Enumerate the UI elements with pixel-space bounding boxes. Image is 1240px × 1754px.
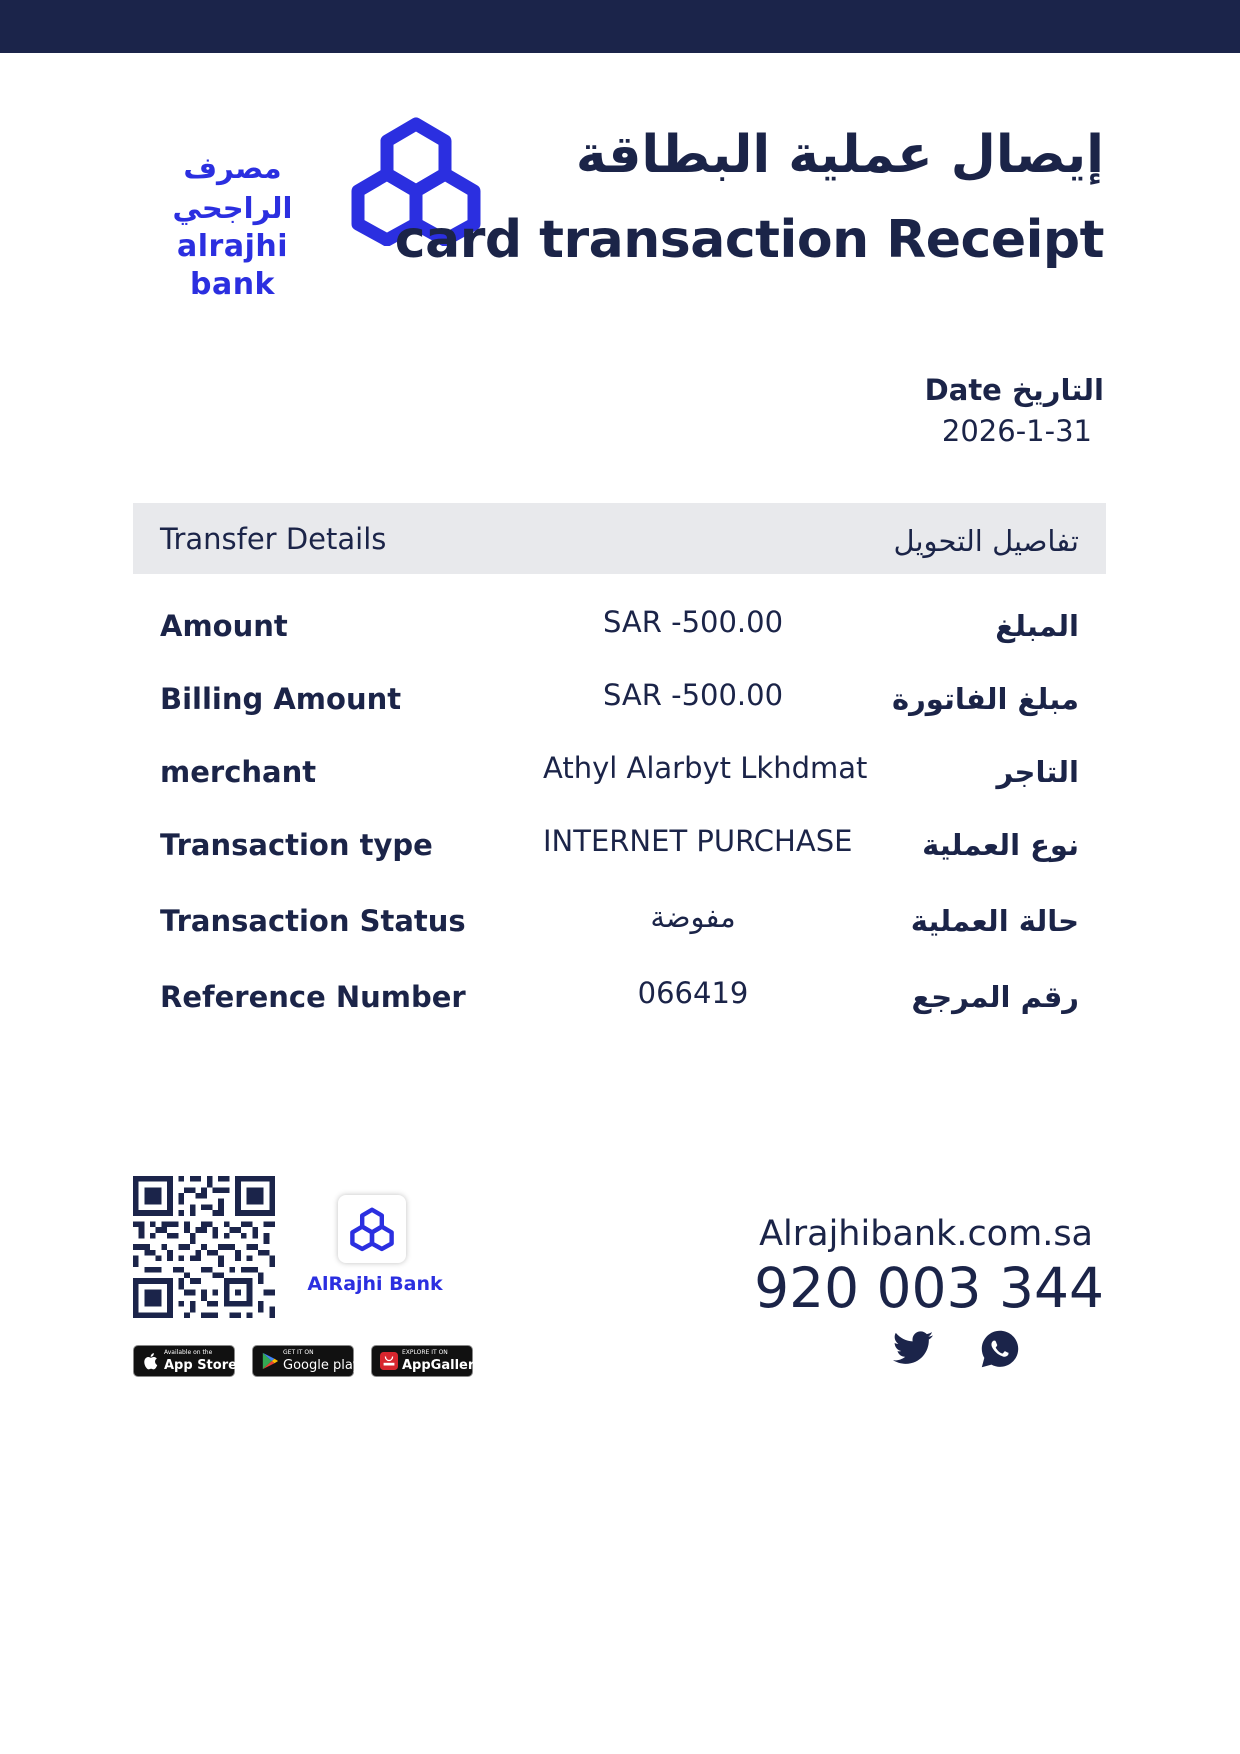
details-header-arabic: تفاصيل التحويل (893, 524, 1079, 558)
page-title: card transaction Receipt (394, 210, 1104, 270)
row-value: SAR -500.00 (602, 678, 784, 712)
row-label-english: Transaction type (160, 828, 433, 862)
app-store-badge[interactable] (133, 1345, 235, 1377)
badge-small-text: EXPLORE IT ON (402, 1349, 448, 1356)
google-play-badge[interactable] (252, 1345, 361, 1377)
bank-logo-text (130, 148, 335, 304)
row-reference-number (133, 971, 1106, 1021)
row-label-arabic: مبلغ الفاتورة (891, 682, 1079, 716)
row-label-arabic: المبلغ (995, 609, 1079, 643)
website-link[interactable]: Alrajhibank.com.sa (759, 1214, 1093, 1254)
row-label-arabic: التاجر (996, 755, 1079, 789)
date-label: Date التاريخ (924, 373, 1104, 407)
whatsapp-icon[interactable] (981, 1330, 1019, 1368)
title-arabic: إيصال عملية البطاقة (575, 125, 1104, 185)
google-play-icon (261, 1352, 279, 1370)
row-label-english: Transaction Status (160, 904, 466, 938)
bank-logo-icon (349, 1206, 395, 1252)
row-label-english: Reference Number (160, 980, 466, 1014)
app-gallery-badge[interactable] (371, 1345, 483, 1377)
row-merchant (133, 746, 1106, 796)
row-label-arabic: نوع العملية (922, 828, 1079, 862)
row-value: 066419 (637, 976, 749, 1010)
row-label-english: Amount (160, 609, 288, 643)
top-band (0, 0, 1240, 53)
row-billing-amount (133, 673, 1106, 723)
app-icon-tile[interactable] (338, 1195, 406, 1263)
app-name: AlRajhi Bank (307, 1273, 443, 1295)
row-label-arabic: رقم المرجع (911, 980, 1079, 1014)
date-block (925, 370, 1104, 452)
row-amount (133, 600, 1106, 650)
phone-number[interactable]: 920 003 344 (754, 1256, 1104, 1320)
transfer-details-header (133, 503, 1106, 574)
logo-arabic: مصرف الراجحي (172, 151, 293, 225)
badge-store-name: AppGallery (402, 1358, 483, 1373)
row-transaction-status (133, 895, 1106, 945)
row-label-arabic: حالة العملية (910, 904, 1079, 938)
details-header-english: Transfer Details (160, 522, 387, 556)
badge-small-text: GET IT ON (283, 1349, 314, 1356)
row-value: SAR -500.00 (602, 605, 784, 639)
row-value: مفوضة (650, 900, 736, 934)
huawei-icon (380, 1352, 398, 1370)
badge-store-name: Google play (283, 1358, 361, 1373)
row-transaction-type (133, 819, 1106, 869)
qr-code[interactable] (133, 1176, 275, 1318)
date-value: 2026-1-31 (941, 414, 1092, 448)
row-value: Athyl Alarbyt Lkhdmat (543, 751, 868, 785)
row-label-english: Billing Amount (160, 682, 402, 716)
logo-english: alrajhi bank (177, 229, 288, 302)
badge-store-name: App Store (164, 1358, 237, 1373)
row-value: INTERNET PURCHASE (543, 824, 853, 858)
twitter-icon[interactable] (893, 1330, 933, 1366)
row-label-english: merchant (160, 755, 317, 789)
badge-small-text: Available on the (164, 1349, 213, 1356)
apple-icon (142, 1352, 160, 1370)
